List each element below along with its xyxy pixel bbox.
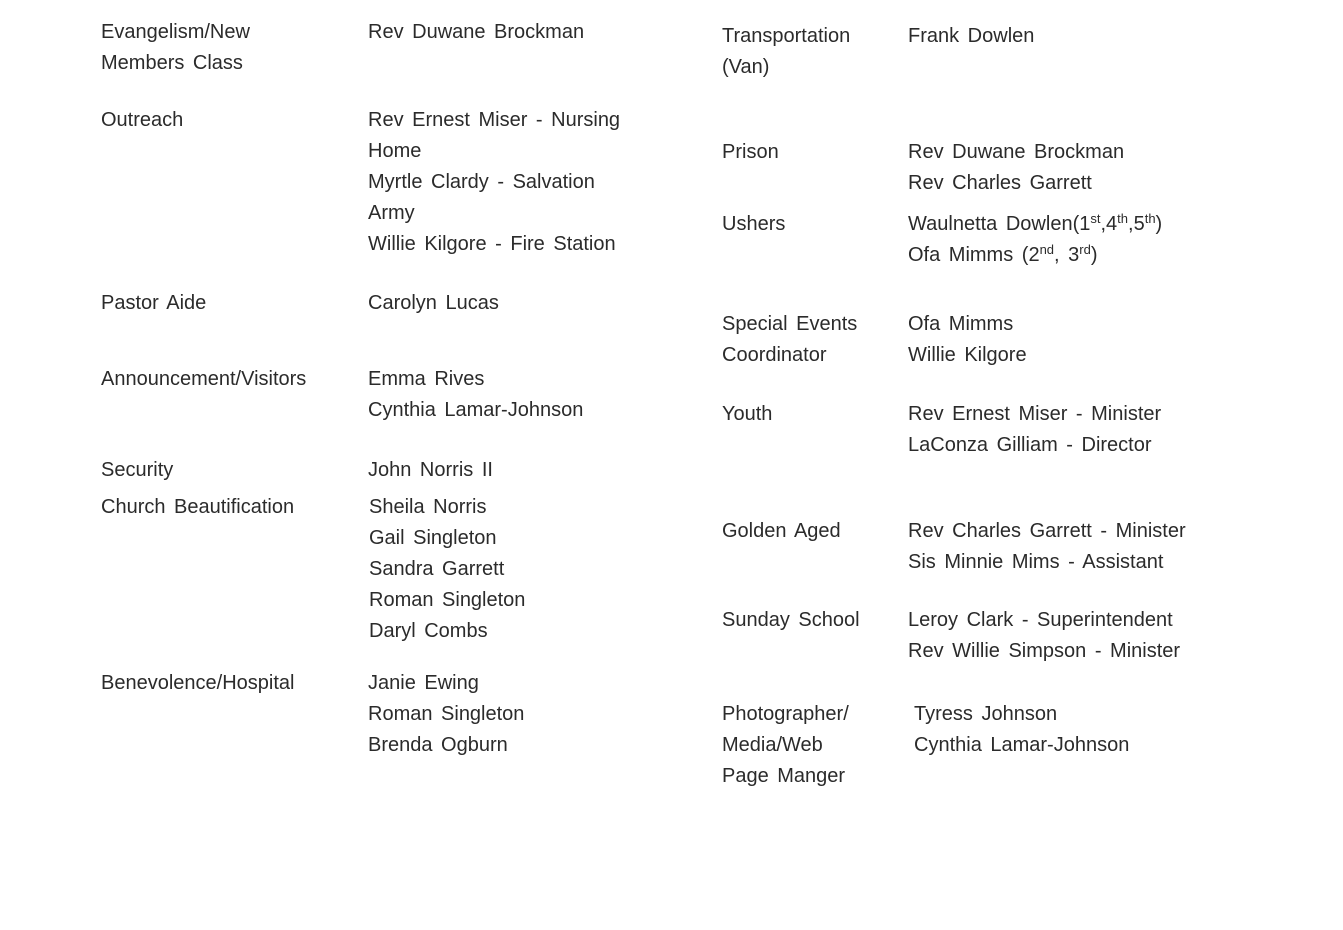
name-line: Rev Charles Garrett — [908, 172, 1092, 194]
ministry-names-benevolence-hospital — [368, 668, 524, 761]
label-line: Media/Web — [722, 734, 823, 756]
ministry-label-prison — [722, 137, 779, 168]
name-line: Leroy Clark - Superintendent — [908, 609, 1173, 631]
name-line: Willie Kilgore - Fire Station — [368, 233, 616, 255]
name-line: Willie Kilgore — [908, 344, 1027, 366]
label-line: Golden Aged — [722, 520, 841, 542]
name-line: Carolyn Lucas — [368, 292, 499, 314]
ministry-names-pastor-aide — [368, 288, 499, 319]
name-line: Rev Duwane Brockman — [908, 141, 1125, 163]
name-line: Sheila Norris — [369, 496, 487, 518]
label-line: Coordinator — [722, 344, 827, 366]
ordinal-suffix: rd — [1079, 242, 1091, 257]
usher-name: Waulnetta Dowlen( — [908, 213, 1080, 235]
label-line: Prison — [722, 141, 779, 163]
name-line: Army — [368, 202, 415, 224]
label-line: Outreach — [101, 109, 184, 131]
ministry-label-photographer — [722, 699, 849, 792]
name-line: Sis Minnie Mims - Assistant — [908, 551, 1164, 573]
ministry-label-ushers — [722, 209, 785, 240]
ministry-label-sunday-school — [722, 605, 860, 636]
ministry-label-announcement-visitors — [101, 364, 306, 395]
name-line: John Norris II — [368, 459, 493, 481]
label-line: Evangelism/New — [101, 21, 250, 43]
name-line: Rev Ernest Miser - Minister — [908, 403, 1162, 425]
ministry-names-outreach — [368, 105, 620, 260]
label-line: Transportation — [722, 25, 851, 47]
ministry-label-evangelism — [101, 17, 250, 79]
ministry-names-announcement-visitors — [368, 364, 583, 426]
name-line — [908, 209, 1162, 240]
name-line: Rev Willie Simpson - Minister — [908, 640, 1181, 662]
label-line: Special Events — [722, 313, 858, 335]
name-line: Roman Singleton — [369, 589, 526, 611]
sunday-number: 3 — [1068, 244, 1080, 266]
ordinal-suffix: th — [1144, 211, 1156, 226]
separator: , — [1054, 244, 1069, 266]
separator: , — [1128, 213, 1134, 235]
name-line: Rev Charles Garrett - Minister — [908, 520, 1186, 542]
label-line: Church Beautification — [101, 496, 295, 518]
label-line: Pastor Aide — [101, 292, 207, 314]
ministry-label-special-events — [722, 309, 857, 371]
name-line: Cynthia Lamar-Johnson — [368, 399, 584, 421]
name-line: LaConza Gilliam - Director — [908, 434, 1152, 456]
name-line: Sandra Garrett — [369, 558, 505, 580]
name-line — [908, 240, 1162, 271]
ministry-names-special-events — [908, 309, 1027, 371]
ministry-names-golden-aged — [908, 516, 1186, 578]
label-line: Announcement/Visitors — [101, 368, 307, 390]
ministry-label-outreach — [101, 105, 183, 136]
ordinal-suffix: th — [1117, 211, 1129, 226]
ministry-names-youth — [908, 399, 1161, 461]
label-line: (Van) — [722, 56, 770, 78]
close-paren: ) — [1090, 244, 1098, 266]
ministry-label-golden-aged — [722, 516, 841, 547]
label-line: Photographer/ — [722, 703, 849, 725]
ministry-label-youth — [722, 399, 772, 430]
label-line: Ushers — [722, 213, 786, 235]
ministry-names-evangelism — [368, 17, 584, 48]
ministry-label-transportation — [722, 21, 850, 83]
ministry-label-security — [101, 455, 173, 486]
name-line: Rev Ernest Miser - Nursing — [368, 109, 621, 131]
ministry-label-pastor-aide — [101, 288, 206, 319]
separator: , — [1100, 213, 1107, 235]
name-line: Roman Singleton — [368, 703, 525, 725]
ministry-names-sunday-school — [908, 605, 1180, 667]
ministry-names-prison — [908, 137, 1124, 199]
ordinal-suffix: nd — [1039, 242, 1055, 257]
ministry-label-church-beautification — [101, 492, 294, 523]
sunday-number: 1 — [1079, 213, 1091, 235]
name-line: Ofa Mimms — [908, 313, 1014, 335]
name-line: Emma Rives — [368, 368, 485, 390]
sunday-number: 5 — [1133, 213, 1145, 235]
label-line: Security — [101, 459, 174, 481]
label-line: Benevolence/Hospital — [101, 672, 295, 694]
ministry-names-security — [368, 455, 493, 486]
name-line: Rev Duwane Brockman — [368, 21, 585, 43]
label-line: Sunday School — [722, 609, 860, 631]
ordinal-suffix: st — [1090, 211, 1101, 226]
name-line: Gail Singleton — [369, 527, 497, 549]
name-line: Myrtle Clardy - Salvation — [368, 171, 595, 193]
name-line: Frank Dowlen — [908, 25, 1035, 47]
close-paren: ) — [1155, 213, 1163, 235]
name-line: Brenda Ogburn — [368, 734, 508, 756]
label-line: Members Class — [101, 52, 243, 74]
name-line: Janie Ewing — [368, 672, 479, 694]
sunday-number: 4 — [1106, 213, 1118, 235]
name-line: Daryl Combs — [369, 620, 488, 642]
sunday-number: 2 — [1028, 244, 1040, 266]
label-line: Page Manger — [722, 765, 846, 787]
ministry-names-photographer — [914, 699, 1129, 761]
name-line: Tyress Johnson — [914, 703, 1058, 725]
ministry-names-transportation — [908, 21, 1034, 52]
usher-name: Ofa Mimms ( — [908, 244, 1029, 266]
ministry-label-benevolence-hospital — [101, 668, 294, 699]
name-line: Home — [368, 140, 422, 162]
label-line: Youth — [722, 403, 773, 425]
name-line: Cynthia Lamar-Johnson — [914, 734, 1130, 756]
ministry-names-ushers — [908, 209, 1162, 271]
ministry-names-church-beautification — [369, 492, 525, 647]
